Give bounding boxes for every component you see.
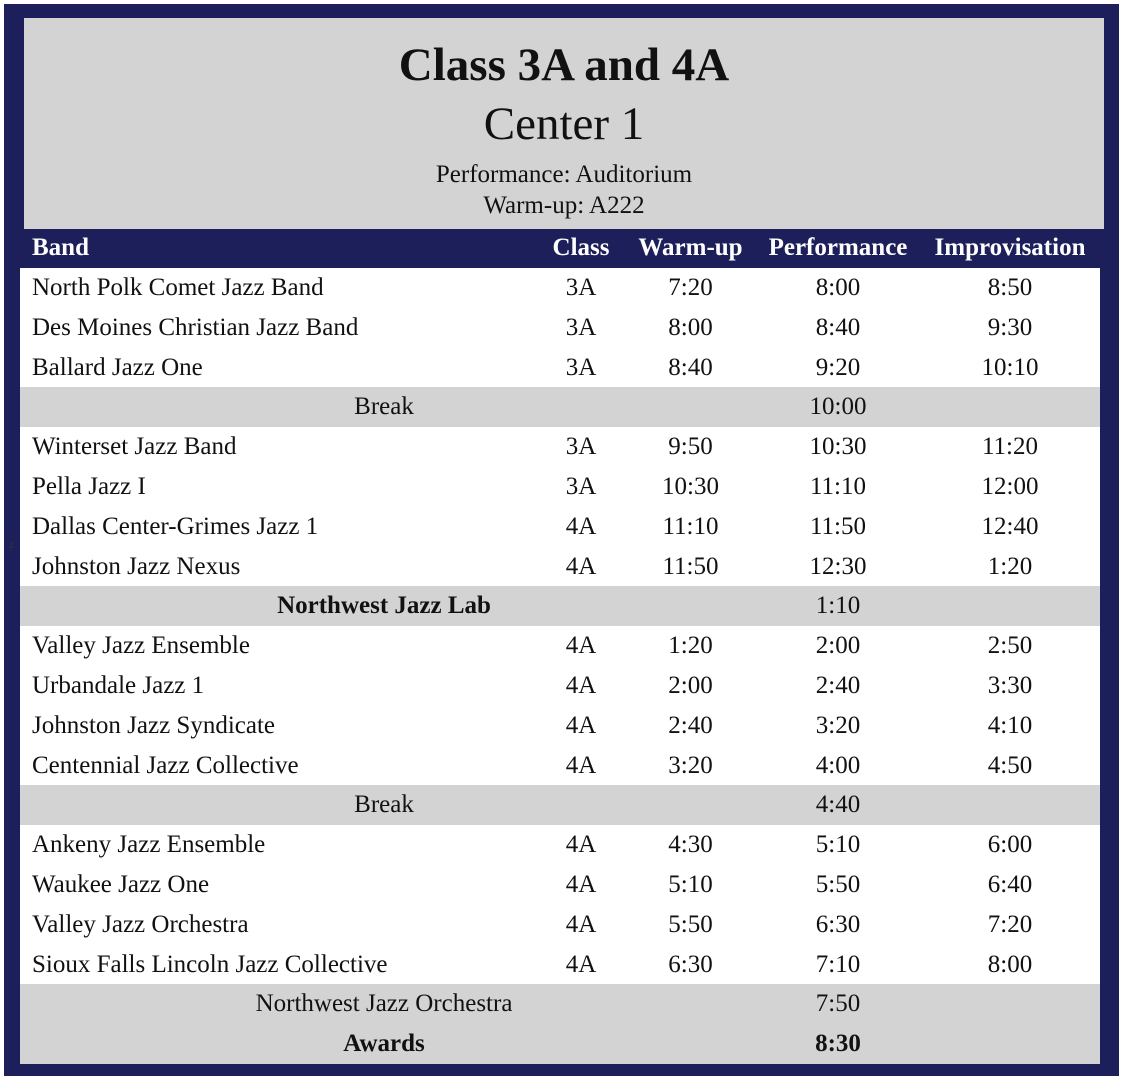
warmup-time: 5:10 [668,870,713,898]
warmup-time: 8:40 [668,353,713,381]
improvisation-time: 3:30 [987,671,1033,699]
band-name: Winterset Jazz Band [32,433,237,461]
band-class: 4A [565,910,597,938]
band-class: 4A [565,632,597,660]
warmup-time: 11:50 [662,552,719,580]
table-row [20,547,1100,587]
warmup-time: 8:00 [668,313,713,341]
separator-row [20,785,1100,825]
band-class: 4A [565,671,597,699]
band-name: Valley Jazz Orchestra [32,910,249,938]
table-row [20,945,1100,985]
separator-label: Awards [343,1030,425,1058]
band-name: Sioux Falls Lincoln Jazz Collective [32,950,388,978]
warmup-time: 2:00 [668,671,713,699]
column-header-performance: Performance [768,234,908,261]
separator-label: Northwest Jazz Lab [277,592,491,620]
band-name: Centennial Jazz Collective [32,751,299,779]
band-name: Urbandale Jazz 1 [32,671,205,699]
table-row [20,706,1100,746]
improvisation-time: 12:00 [981,472,1039,500]
band-class: 3A [565,313,597,341]
separator-label: Northwest Jazz Orchestra [255,990,513,1018]
band-name: Ankeny Jazz Ensemble [32,831,266,859]
improvisation-time: 10:10 [981,353,1039,381]
warmup-time: 7:20 [668,274,713,301]
table-row [20,268,1100,308]
improvisation-time: 4:10 [987,711,1033,739]
band-name: North Polk Comet Jazz Band [32,274,324,301]
improvisation-time: 9:30 [987,313,1033,341]
performance-time: 8:40 [815,313,861,341]
table-row [20,427,1100,467]
warmup-time: 6:30 [668,950,713,978]
warmup-time: 4:30 [668,831,713,859]
improvisation-time: 6:00 [987,831,1033,859]
band-class: 4A [565,512,597,540]
band-class: 4A [565,751,597,779]
separator-time: 7:50 [815,990,861,1018]
band-name: Johnston Jazz Syndicate [32,711,276,739]
performance-time: 11:50 [809,512,867,540]
warmup-time: 2:40 [668,711,713,739]
band-class: 4A [565,950,597,978]
improvisation-time: 2:50 [987,632,1033,660]
performance-time: 9:20 [815,353,861,381]
separator-row [20,586,1100,626]
table-row [20,467,1100,507]
band-class: 4A [565,870,597,898]
band-name: Des Moines Christian Jazz Band [32,313,359,341]
improvisation-time: 11:20 [981,433,1039,461]
separator-time: 4:40 [815,791,861,819]
improvisation-time: 12:40 [981,512,1039,540]
schedule-table [20,268,1100,1064]
band-class: 4A [565,552,597,580]
performance-time: 5:10 [815,831,861,859]
separator-row [20,984,1100,1024]
band-name: Waukee Jazz One [32,870,210,898]
table-row [20,746,1100,786]
performance-time: 10:30 [809,433,867,461]
warmup-time: 1:20 [668,632,713,660]
table-row [20,507,1100,547]
separator-time: 1:10 [815,592,861,620]
performance-time: 7:10 [815,950,861,978]
table-row [20,666,1100,706]
column-header-warmup: Warm-up [638,234,743,261]
improvisation-time: 8:50 [987,274,1033,301]
performance-time: 12:30 [809,552,867,580]
band-name: Valley Jazz Ensemble [32,632,250,660]
stray-mark: z [9,537,15,551]
band-class: 4A [565,711,597,739]
performance-time: 3:20 [815,711,861,739]
center-name: Center 1 [483,98,645,150]
band-class: 4A [565,831,597,859]
band-name: Pella Jazz I [32,472,146,500]
separator-row [20,387,1100,427]
table-row [20,308,1100,348]
performance-time: 4:00 [815,751,861,779]
improvisation-time: 8:00 [987,950,1033,978]
performance-location: Performance: Auditorium [435,161,693,188]
performance-time: 6:30 [815,910,861,938]
table-row [20,626,1100,666]
table-row [20,825,1100,865]
table-row [20,348,1100,388]
improvisation-time: 7:20 [987,910,1033,938]
separator-row [20,1024,1100,1064]
band-class: 3A [565,472,597,500]
warmup-time: 9:50 [668,433,713,461]
performance-time: 8:00 [815,274,861,301]
warmup-time: 10:30 [662,472,719,500]
band-name: Dallas Center-Grimes Jazz 1 [32,512,319,540]
improvisation-time: 1:20 [987,552,1033,580]
performance-time: 2:00 [815,632,861,660]
performance-time: 5:50 [815,870,861,898]
warmup-time: 5:50 [668,910,713,938]
column-header-improvisation: Improvisation [934,234,1086,261]
column-header-band: Band [32,234,89,261]
table-row [20,905,1100,945]
separator-label: Break [354,791,414,819]
improvisation-time: 4:50 [987,751,1033,779]
separator-time: 8:30 [815,1030,861,1058]
warmup-location: Warm-up: A222 [483,192,645,219]
table-row [20,865,1100,905]
band-name: Johnston Jazz Nexus [32,552,241,580]
warmup-time: 3:20 [668,751,713,779]
improvisation-time: 6:40 [987,870,1033,898]
band-class: 3A [565,433,597,461]
performance-time: 2:40 [815,671,861,699]
column-headers [20,230,1100,266]
schedule-title: Class 3A and 4A [398,39,730,91]
column-header-class: Class [552,234,610,261]
band-class: 3A [565,353,597,381]
separator-label: Break [354,393,414,421]
band-name: Ballard Jazz One [32,353,203,381]
schedule-header [24,18,1104,229]
warmup-time: 11:10 [662,512,719,540]
separator-time: 10:00 [809,393,867,421]
band-class: 3A [565,274,597,301]
performance-time: 11:10 [809,472,867,500]
